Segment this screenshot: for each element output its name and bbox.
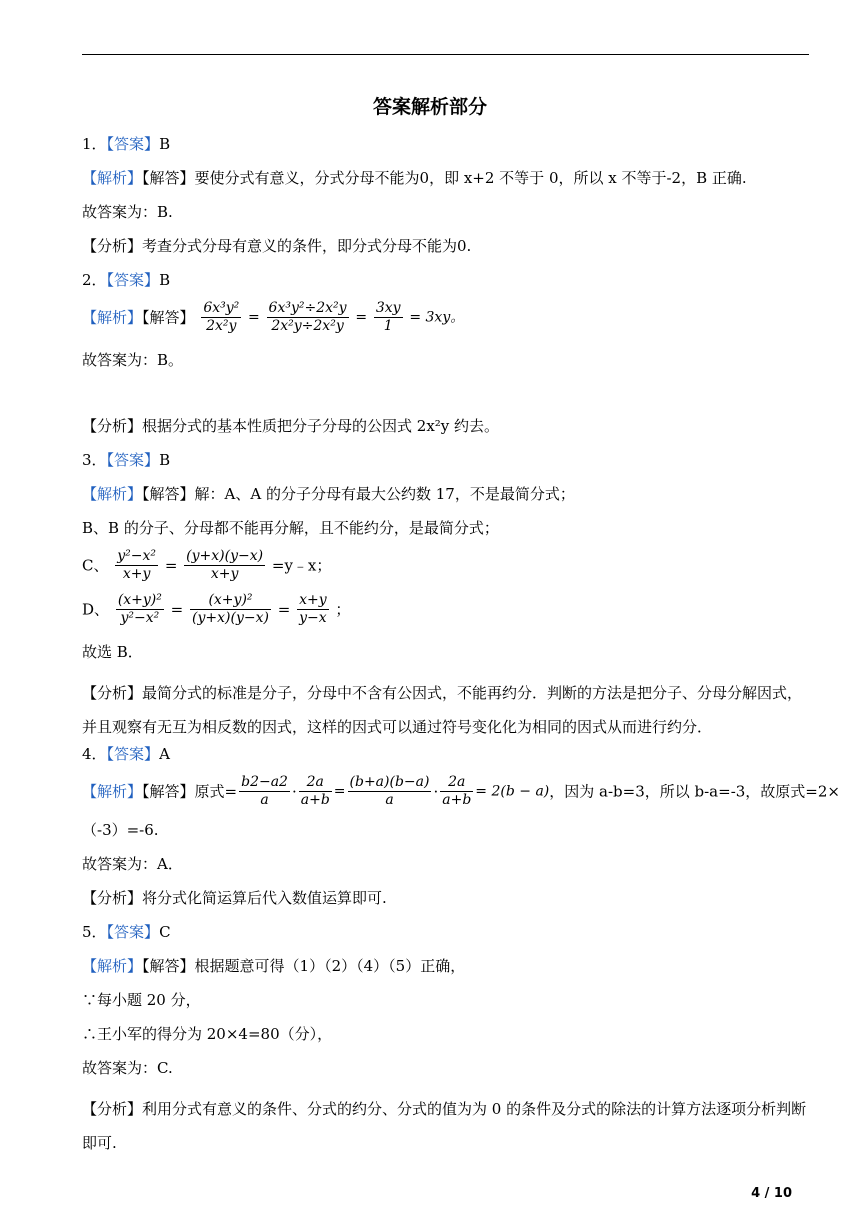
solution-label: 【解答】	[142, 308, 195, 327]
q4-prefix: 原式=	[194, 782, 238, 801]
solution-label: 【解答】	[142, 485, 195, 503]
q2-answer-line	[82, 270, 170, 290]
dot-sign: ·	[433, 782, 439, 801]
q3-line-a	[82, 484, 575, 504]
equals-sign: =	[333, 783, 346, 800]
q4-fraction-3: $\frac{(b+a)(b-a)}{a}$	[349, 774, 430, 808]
analysis-label: 【分析】	[82, 889, 143, 907]
q4-fraction-2: $\frac{2a}{a+b}$	[300, 774, 330, 808]
q3-line-c	[82, 548, 331, 583]
q3-num: 3．	[82, 451, 107, 469]
answer-label: 【答案】	[106, 451, 160, 469]
q1-solution-line	[82, 168, 747, 188]
explain-label: 【解析】	[82, 957, 143, 975]
q2-fraction-3: $\frac{3xy}{1}$	[375, 300, 401, 334]
q3-c-label: C、	[82, 556, 109, 575]
equals-sign: =	[164, 556, 178, 575]
q1-conclusion: 故答案为：B.	[82, 203, 173, 221]
q2-answer: B	[159, 271, 171, 289]
explain-label: 【解析】	[82, 308, 143, 327]
q2-fraction-1: $\frac{\text{6x³y²}}{\text{2x²y}}$	[203, 300, 240, 334]
equals-sign: =	[277, 600, 291, 619]
q3-c-result: =y﹣x；	[271, 556, 332, 575]
answer-label: 【答案】	[106, 135, 160, 153]
page-title: 答案解析部分	[372, 96, 487, 118]
equals-sign: =	[355, 309, 368, 326]
q3-analysis-line	[82, 676, 810, 744]
q3-conclusion: 故选 B．	[82, 643, 143, 661]
q4-tail: ，因为 a-b=3，所以 b-a=-3，故原式=2×	[549, 782, 840, 801]
q3-d-fraction-2: $\frac{\text{(x+y)²}}{(y+x)(y-x)}$	[192, 592, 269, 626]
analysis-label: 【分析】	[82, 684, 143, 702]
analysis-label: 【分析】	[82, 237, 143, 255]
q4-analysis-line	[82, 888, 387, 908]
q4-num: 4．	[82, 745, 107, 763]
q5-conclusion: 故答案为：C.	[82, 1059, 173, 1077]
q5-solution: 根据题意可得（1）（2）（4）（5）正确，	[194, 957, 466, 975]
q3-d-tail: ；	[335, 600, 351, 619]
q5-answer-line	[82, 922, 171, 942]
explain-label: 【解析】	[82, 169, 143, 187]
q2-conclusion: 故答案为：B。	[82, 351, 184, 369]
q1-answer: B	[159, 135, 171, 153]
solution-label: 【解答】	[142, 169, 195, 187]
explain-label: 【解析】	[82, 782, 143, 801]
equals-sign: =	[248, 309, 260, 326]
q5-answer: C	[159, 923, 171, 941]
dot-sign: ·	[291, 782, 297, 801]
q1-answer-line	[82, 134, 170, 154]
header-rule	[82, 54, 809, 55]
q4-answer-line	[82, 744, 170, 764]
solution-label: 【解答】	[142, 782, 195, 801]
q4-conclusion: 故答案为：A．	[82, 855, 183, 873]
q2-result: = 3xy。	[409, 309, 465, 326]
q3-c-fraction-2: $\frac{(y+x)(y-x)}{x+y}$	[186, 548, 264, 582]
q4-analysis: 将分式化简运算后代入数值运算即可.	[142, 889, 387, 907]
q3-d-fraction-3: $\frac{x+y}{y-x}$	[299, 592, 327, 626]
q1-num: 1．	[82, 135, 107, 153]
explain-label: 【解析】	[82, 485, 143, 503]
q4-line2: （-3）=-6.	[82, 821, 159, 839]
q3-answer: B	[159, 451, 171, 469]
q1-solution: 要使分式有意义，分式分母不能为0，即 x+2 不等于 0，所以 x 不等于-2，B 正确.	[194, 169, 747, 187]
q2-fraction-2: $\frac{\text{6x³y²÷2x²y}}{\text{2x²y÷2x²y}}$	[268, 300, 347, 334]
q3-d-fraction-1: $\frac{\text{(x+y)²}}{\text{y²−x²}}$	[117, 592, 162, 626]
q3-analysis: 最简分式的标准是分子，分母中不含有公因式，不能再约分．判断的方法是把分子、分母分解因式，并且观察有无互为相反数的因式，这样的因式可以通过符号变化化为相同的因式从而进行约分．	[82, 684, 803, 736]
page-number: 4 / 10	[751, 1186, 792, 1201]
q4-mid: = 2(b − a)	[475, 783, 550, 800]
q4-solution-line	[82, 774, 840, 809]
q2-analysis: 根据分式的基本性质把分子分母的公因式 2x²y 约去。	[142, 417, 500, 435]
q1-analysis: 考查分式分母有意义的条件，即分式分母不能为0.	[142, 237, 472, 255]
analysis-label: 【分析】	[82, 1100, 143, 1118]
q1-analysis-line	[82, 236, 471, 256]
q2-solution-line	[82, 300, 464, 335]
q5-num: 5．	[82, 923, 107, 941]
q4-fraction-4: $\frac{2a}{a+b}$	[442, 774, 472, 808]
q4-answer: A	[159, 745, 170, 763]
q5-line2: ∵每小题 20 分，	[82, 991, 201, 1009]
q3-line-a-text: 解：A、A 的分子分母有最大公约数 17，不是最简分式；	[194, 485, 575, 503]
q3-c-fraction-1: $\frac{\text{y²−x²}}{x+y}$	[117, 548, 157, 582]
q3-line-d	[82, 592, 350, 627]
answer-label: 【答案】	[106, 923, 160, 941]
q5-analysis-line	[82, 1092, 810, 1160]
answer-label: 【答案】	[106, 745, 160, 763]
answer-label: 【答案】	[106, 271, 160, 289]
q4-fraction-1: $\frac{b2-a2}{a}$	[241, 774, 288, 808]
solution-label: 【解答】	[142, 957, 195, 975]
q5-line3: ∴王小军的得分为 20×4=80（分），	[82, 1025, 333, 1043]
q3-answer-line	[82, 450, 170, 470]
equals-sign: =	[170, 600, 184, 619]
q3-d-label: D、	[82, 600, 110, 619]
q2-analysis-line	[82, 416, 499, 436]
analysis-label: 【分析】	[82, 417, 143, 435]
q2-num: 2．	[82, 271, 107, 289]
q5-solution-line	[82, 956, 465, 976]
q5-analysis: 利用分式有意义的条件、分式的约分、分式的值为为 0 的条件及分式的除法的计算方法逐项分析判断即可.	[82, 1100, 807, 1152]
q3-line-b: B、B 的分子、分母都不能再分解，且不能约分，是最简分式；	[82, 519, 499, 537]
